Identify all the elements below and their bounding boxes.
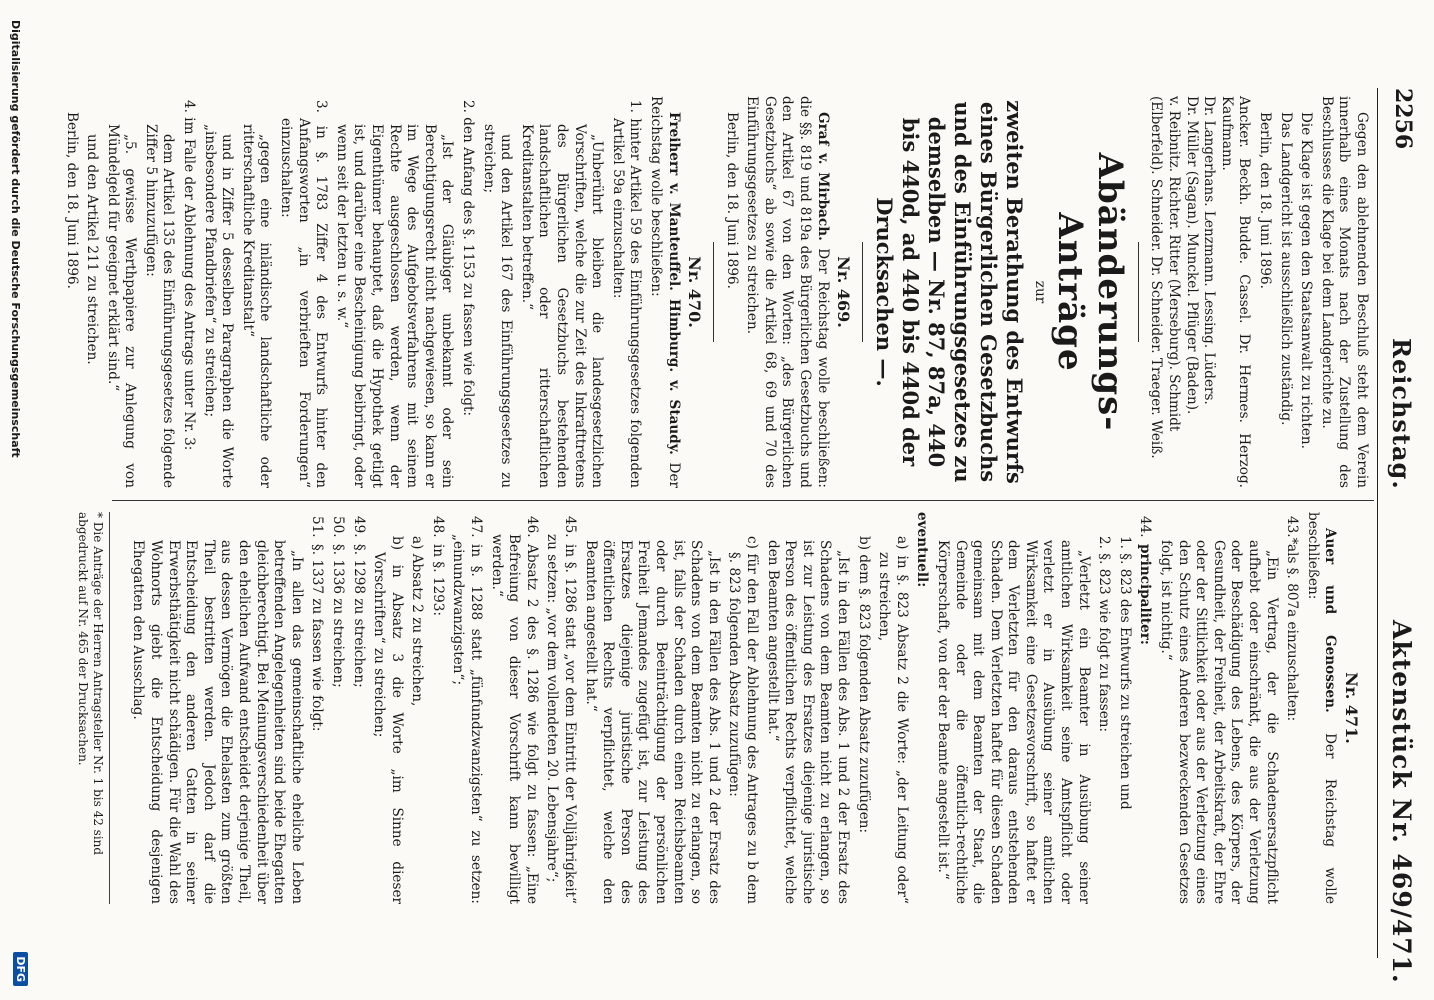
title-connector: zur — [1031, 280, 1048, 304]
item-number: 44. — [1137, 516, 1154, 538]
list-item — [328, 512, 346, 904]
item-text: in §. 1288 statt „fünfundzwanzigsten“ zu setzen: „einundzwanzigsten“; — [450, 534, 485, 904]
right-column — [126, 512, 1370, 904]
list-item — [543, 512, 578, 904]
page-number: 2256 — [1390, 88, 1416, 150]
list-item — [308, 512, 326, 904]
motion-470-item: 2. den Anfang des §. 1153 zu fassen wie folgt: — [460, 100, 476, 417]
item-quote: „In allen das gemeinschaftliche eheliche Leben betreffenden Angelegenheiten sind beide Ehegatten gleichberechtigt. Bei Meinungsverschiedenheit über den ehelichen Aufwand entscheidet derjenige Theil, aus dessen Vermögen die Ehelasten zum größten Theil bestritten werden. Jedoch darf die Entscheidung den anderen Gatten in seiner Erwerbsthätigkeit nicht schädigen. Für die Wahl des Wohnorts giebt die Entscheidung desjenigen Ehegatten den Ausschlag. — [130, 540, 305, 904]
item-sub: 2. §. 823 wie folgt zu fassen: — [1096, 536, 1113, 733]
motion-470-text: dem Artikel 135 des Einführungsgesetzes folgende Ziffer 5 hinzuzufügen: — [142, 124, 177, 488]
item-number: 46. — [523, 516, 540, 538]
list-item — [487, 512, 540, 904]
motion-469-text: Der Reichstag wolle beschließen: die §§. 819 und 819a des Bürgerlichen Gesetzbuchs und den Artikel 67 von den Worten: „des Bürgerlichen Gesetzbuchs“ ab sowie die Artikel 68, 69 und 70 des Einführungsgesetzes zu streichen. — [744, 96, 831, 489]
motion-470-item: 1. hinter Artikel 59 des Einführungsgesetzes folgenden Artikel 59a einzuschalten: — [609, 100, 644, 488]
motion-470-quote: „Unberührt bleiben die landesgesetzlichen Vorschriften, welche die zur Zeit des Inkrafttretens des Bürgerlichen Gesetzbuchs bestehenden landschaftlichen oder ritterschaftlichen Kreditanstalten betreffen.“ — [518, 124, 606, 488]
dfg-logo: DFG — [13, 952, 28, 986]
motion-470-text: und den Artikel 167 des Einführungsgesetzes zu streichen; — [480, 124, 515, 488]
place-date: Berlin, den 18. Juni 1896. — [1257, 112, 1274, 289]
item-sub: b) dem §. 823 folgenden Absatz zuzufügen: — [855, 536, 872, 834]
motion-471-authors: Auer und Genossen. — [1322, 528, 1339, 713]
principaliter-label: principaliter: — [1137, 544, 1154, 645]
separator — [713, 242, 714, 342]
motion-471-heading: Nr. 471. — [1342, 672, 1361, 744]
separator — [1138, 242, 1139, 342]
intro-paragraph: Die Klage ist gegen den Staatsanwalt zu richten. — [1298, 112, 1315, 449]
motion-470-intro: Der Reichstag wolle beschließen: — [647, 96, 682, 488]
intro-paragraph: Das Landgericht ist ausschließlich zuständig. — [1277, 112, 1294, 426]
left-column — [59, 96, 1370, 488]
item-number: 49. — [350, 516, 367, 538]
item-text: §. 1336 zu streichen; — [329, 544, 346, 688]
signers — [1147, 96, 1253, 488]
list-item — [349, 512, 367, 904]
motion-470-quote: „5. gewisse Werthpapiere zur Anlegung von Mündelgeld für geeignet erklärt sind.“ — [104, 124, 139, 488]
digitization-notice: Digitalisierung gefördert durch die Deutsche Forschungsgemeinschaft — [9, 20, 22, 458]
motion-470-text: und in Ziffer 5 desselben Paragraphen die Worte „insbesondere Pfandbriefen“ zu streichen; — [201, 124, 236, 488]
eventuell-label: eventuell: — [914, 512, 931, 588]
item-number: 47. — [468, 516, 485, 538]
list-item — [449, 512, 484, 904]
motion-470-item: 4. im Falle der Ablehnung des Antrags unter Nr. 3: — [181, 100, 198, 451]
item-number: 50. — [329, 516, 346, 538]
motion-470-authors: Freiherr v. Manteuffel. Himburg. v. Staudy. — [665, 112, 682, 455]
item-text: §. 1337 zu fassen wie folgt: — [309, 544, 326, 732]
item-text: als §. 807a einzuschalten: — [1284, 544, 1301, 722]
motion-469-heading: Nr. 469. — [834, 256, 854, 328]
column-divider — [112, 500, 1374, 501]
item-quote: „Ist in den Fällen des Abs. 1 und 2 der Ersatz des Schadens von dem Beamten nicht zu erlangen, so ist, falls der Schaden durch einen Reichsbeamten oder durch Beeinträchtigung der persönlichen Freiheit Jemandes zugefügt ist, zur Leistung des Ersatzes diejenige juristische Person des öffentlichen Rechts verpflichtet, welche den Beamten angestellt hat.“ — [582, 540, 722, 904]
item-text: Absatz 2 des §. 1286 wie folgt zu fassen: „Eine Befreiung von dieser Vorschrift kann bewilligt werden.“ — [488, 534, 540, 904]
motion-469-date: Berlin, den 18. Juni 1896. — [723, 112, 740, 289]
signer-line: Ancker. Beckh. Budde. Cassel. Dr. Hermes. Herzog. Kaufmann. — [1218, 96, 1253, 488]
item-quote: „Ein Vertrag, der die Schadensersatzpflicht aufhebt oder einschränkt, die aus der Verletzung oder Beschädigung des Lebens, des Körpers, der Gesundheit, der Freiheit, der Arbeitskraft, der Ehre oder der Sittlichkeit oder aus der Verletzung eines den Schutz eines Anderen bezweckenden Gesetzes folgt, ist nichtig.“ — [1158, 540, 1280, 904]
item-number: 48. — [429, 516, 446, 538]
running-title: Reichstag. — [1387, 338, 1416, 490]
item-text: §. 1298 zu streichen; — [350, 544, 367, 688]
item-quote: „Ist in den Fällen des Abs. 1 und 2 der Ersatz des Schadens von dem Beamten nicht zu erlangen, so ist zur Leistung des Ersatzes diejenige juristische Person des öffentlichen Rechts verpflichtet, welche den Beamten angestellt hat.“ — [764, 540, 851, 904]
item-number: 51. — [309, 516, 326, 538]
aktenstueck-heading: Aktenstück Nr. 469/471. — [1387, 620, 1416, 984]
motion-470-text: und den Artikel 211 zu streichen. — [84, 134, 101, 365]
signer-line: Dr. Müller (Sagan). Munckel. Pflüger (Baden). — [1183, 96, 1200, 415]
motion-470-quote: „Ist der Gläubiger unbekannt oder sein Berechtigungsrecht nicht nachgewiesen, so kann er im Wege des Aufgebotsverfahrens mit seinem Rechte ausgeschlossen werden, wenn der Eigenthümer behauptet, daß die Hypothek getilgt ist, und darüber eine Bescheinigung beibringt, oder wenn seit der letzten u. s. w.“ — [333, 124, 456, 488]
document-title: Abänderungs-Anträge — [1049, 152, 1130, 432]
list-item — [428, 512, 446, 904]
footnote: * Die Anträge der Herren Antragsteller Nr. 1 bis 42 sind abgedruckt auf Nr. 465 der Drucksachen. — [75, 512, 110, 904]
item-number: 43.* — [1284, 516, 1301, 545]
item-text: in §. 1293: — [429, 544, 446, 617]
motion-470-heading: Nr. 470. — [685, 256, 705, 328]
list-item — [408, 512, 426, 904]
item-sub: c) für den Fall der Ablehnung des Antrages zu b dem §. 823 folgenden Absatz zuzufügen: — [726, 536, 760, 904]
item-text: b) in Absatz 3 die Worte „im Sinne dieser Vorschriften“ zu streichen; — [371, 536, 405, 904]
item-sub: 1. §. 823 des Entwurfs zu streichen und — [1116, 536, 1133, 810]
item-sub: a) in §. 823 Absatz 2 die Worte: „der Leitung oder“ zu streichen, — [876, 536, 910, 904]
item-text: a) Absatz 2 zu streichen, — [409, 536, 426, 707]
separator — [862, 242, 863, 342]
motion-469-author: Graf v. Mirbach. — [814, 112, 831, 241]
signer-line: Dr. Langerhans. Lenzmann. Lessing. Lüders. — [1201, 96, 1218, 405]
item-text: in §. 1286 statt „vor dem Eintritt der Volljährigkeit“ zu setzen: „vor dem vollendeten 20. Lebensjahre“; — [544, 534, 579, 904]
signer-line: (Elberfeld). Schneider. Dr. Schneider. Traeger. Weiß. — [1148, 96, 1165, 459]
document-subtitle: zweiten Berathung des Entwurfs eines Bürgerlichen Gesetzbuchs und des Einführungsgesetzes zu demselben — Nr. 87, 87a, 440 bis 440d, ad 440 bis 440d der Drucksachen —. — [872, 100, 1028, 484]
item-number: 45. — [562, 516, 579, 538]
numbered-items — [308, 512, 578, 904]
intro-paragraph: Gegen den ablehnenden Beschluß steht dem Verein innerhalb eines Monats nach der Zustellung des Beschlusses die Klage bei dem Landgerichte zu. — [1318, 96, 1370, 488]
list-item — [370, 512, 405, 904]
motion-470-date: Berlin, den 18. Juni 1896. — [63, 112, 80, 289]
item-quote: „Verletzt ein Beamter in Ausübung seiner amtlichen Wirksamkeit seine Amtspflicht oder verletzt er in Ausübung seiner amtlichen Wirksamkeit eine Gesetzesvorschrift, so haftet er dem Verletzten für den daraus entstehenden Schaden. Dem Verletzten haftet für diesen Schaden gemeinsam mit dem Beamten der Staat, die Gemeinde oder die öffentlich-rechtliche Körperschaft, von der der Beamte angestellt ist.“ — [934, 540, 1092, 904]
signer-line: v. Reibnitz. Richter. Ritter (Merseburg). Schmidt — [1166, 96, 1183, 432]
header-rule — [1377, 88, 1378, 958]
motion-470-item: 3. in §. 1783 Ziffer 4 des Entwurfs hinter den Anfangsworten „in verbrieften Forderungen“ einzuschalten: — [278, 100, 330, 488]
motion-470-quote: „gegen eine inländische landschaftliche oder ritterschaftliche Kreditanstalt“ — [239, 124, 274, 488]
motion-471-intro: Der Reichstag wolle beschließen: — [1304, 512, 1339, 904]
